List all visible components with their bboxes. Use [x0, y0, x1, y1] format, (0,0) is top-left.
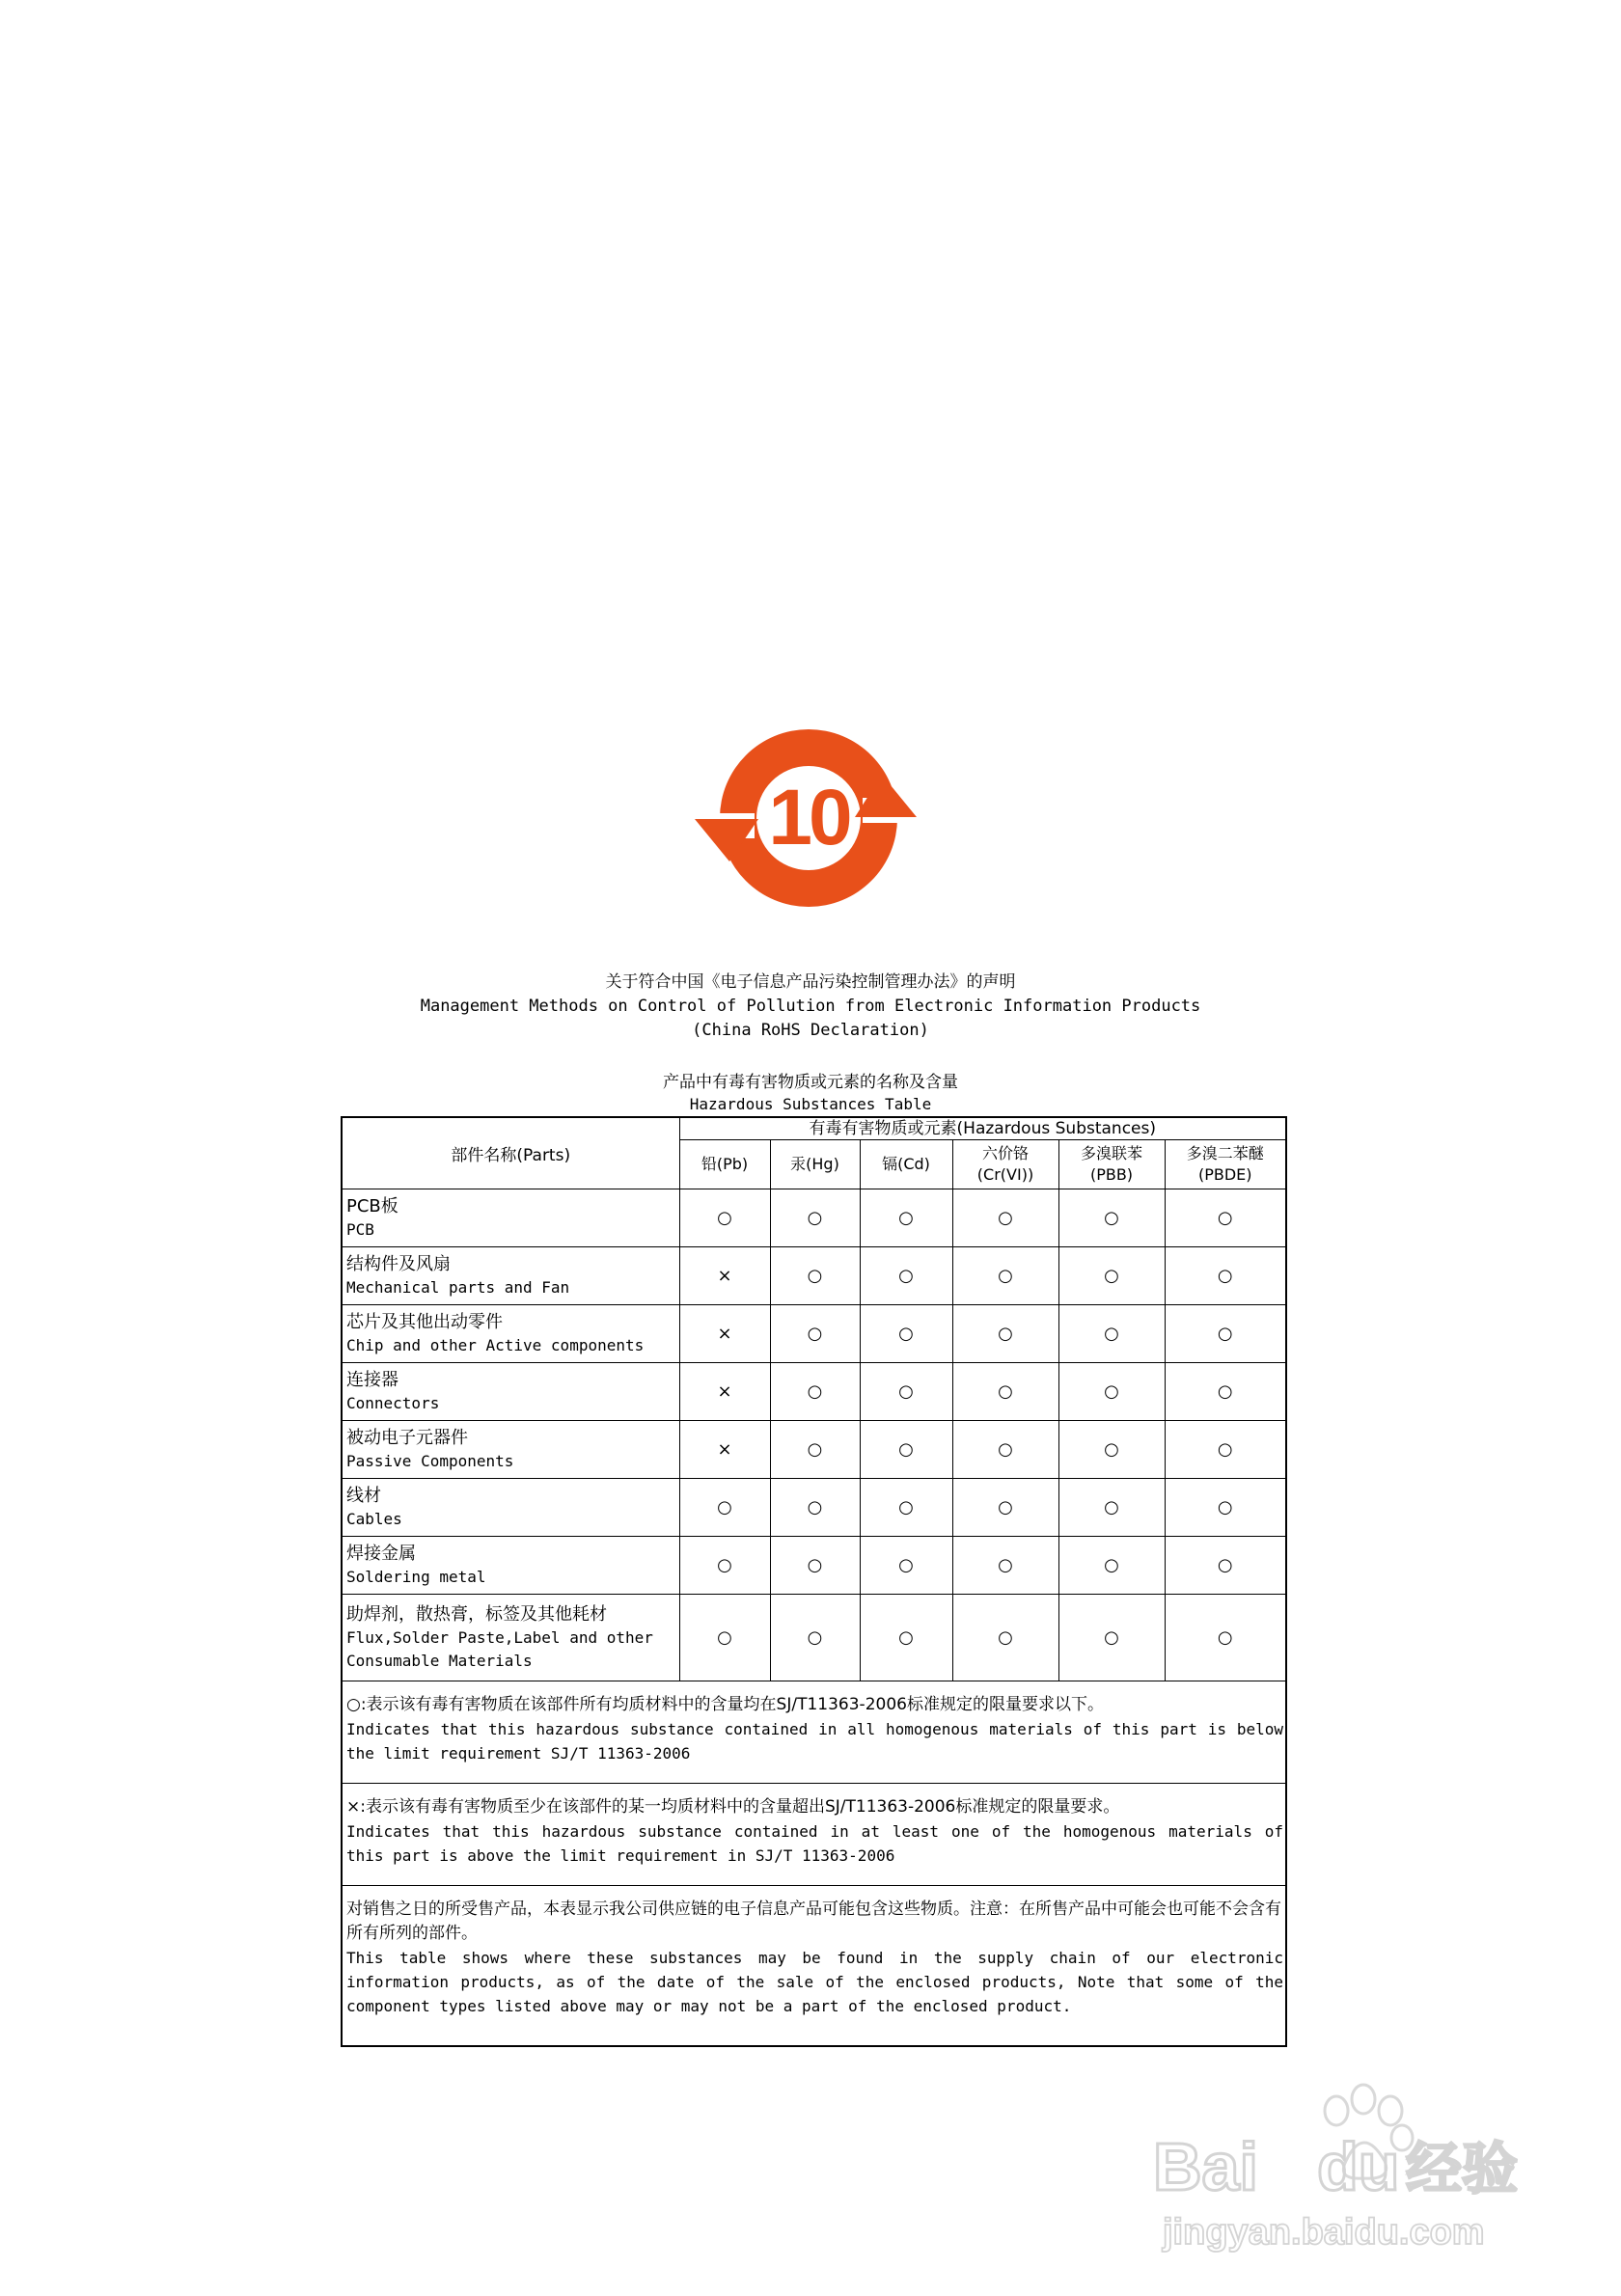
part-cell: 被动电子元器件 Passive Components	[342, 1421, 679, 1479]
declaration-title-cn: 关于符合中国《电子信息产品污染控制管理办法》的声明	[605, 972, 1016, 992]
mark-cell: ○	[1165, 1537, 1286, 1595]
watermark-brand-cn: 经验	[1406, 2136, 1519, 2201]
mark-cell: ○	[952, 1189, 1058, 1247]
baidu-jingyan-watermark	[1153, 2064, 1539, 2257]
part-cell: 结构件及风扇 Mechanical parts and Fan	[342, 1247, 679, 1305]
mark-cell: ○	[1058, 1479, 1165, 1537]
note-row	[342, 1886, 1286, 2046]
mark-cell: ○	[1165, 1305, 1286, 1363]
mark-cell: ○	[952, 1537, 1058, 1595]
mark-cell: ○	[1165, 1421, 1286, 1479]
mark-cell: ○	[952, 1595, 1058, 1681]
declaration-subtitle: (China RoHS Declaration)	[692, 1021, 929, 1040]
mark-cell: ○	[952, 1421, 1058, 1479]
table-row	[342, 1305, 1286, 1363]
mark-cell: ○	[770, 1305, 860, 1363]
mark-cell: ○	[860, 1595, 952, 1681]
efup-10-logo	[693, 717, 917, 919]
mark-cell: ○	[860, 1421, 952, 1479]
mark-cell: ○	[679, 1537, 770, 1595]
part-cell: 连接器 Connectors	[342, 1363, 679, 1421]
mark-cell: ○	[860, 1479, 952, 1537]
mark-cell: ○	[1058, 1305, 1165, 1363]
mark-cell: ×	[679, 1247, 770, 1305]
mark-cell: ×	[679, 1305, 770, 1363]
watermark-url: jingyan.baidu.com	[1163, 2212, 1485, 2253]
mark-cell: ○	[770, 1595, 860, 1681]
mark-cell: ○	[770, 1479, 860, 1537]
mark-cell: ○	[679, 1479, 770, 1537]
substances-group-header: 有毒有害物质或元素(Hazardous Substances)	[679, 1117, 1286, 1140]
table-row	[342, 1189, 1286, 1247]
table-row	[342, 1247, 1286, 1305]
substance-header-pbde: 多溴二苯醚 (PBDE)	[1165, 1140, 1286, 1189]
table-row	[342, 1479, 1286, 1537]
substance-header-cr6: 六价铬 (Cr(VI))	[952, 1140, 1058, 1189]
table-title-en: Hazardous Substances Table	[689, 1095, 932, 1113]
substance-header-pbb: 多溴联苯 (PBB)	[1058, 1140, 1165, 1189]
mark-cell: ○	[1165, 1189, 1286, 1247]
table-row	[342, 1363, 1286, 1421]
note-exceeds: ×:表示该有毒有害物质至少在该部件的某一均质材料中的含量超出SJ/T11363-2006标准规定的限量要求。 Indicates that this hazardous substance contained in at least one of the homogenous materials of this part is above the limit requirement in SJ/T 11363-2006	[342, 1784, 1286, 1886]
mark-cell: ○	[1058, 1595, 1165, 1681]
part-cell: 芯片及其他出动零件 Chip and other Active components	[342, 1305, 679, 1363]
substance-header-pb: 铅(Pb)	[679, 1140, 770, 1189]
mark-cell: ○	[1165, 1595, 1286, 1681]
mark-cell: ○	[770, 1421, 860, 1479]
mark-cell: ×	[679, 1363, 770, 1421]
mark-cell: ○	[1058, 1363, 1165, 1421]
mark-cell: ○	[679, 1595, 770, 1681]
mark-cell: ○	[679, 1189, 770, 1247]
watermark-brand-du: du	[1317, 2129, 1400, 2204]
note-row	[342, 1681, 1286, 1784]
watermark-brand: Bai	[1153, 2129, 1258, 2204]
part-cell: 助焊剂，散热膏，标签及其他耗材 Flux,Solder Paste,Label and other Consumable Materials	[342, 1595, 679, 1681]
mark-cell: ○	[860, 1305, 952, 1363]
hazardous-substances-table	[341, 1116, 1287, 2047]
mark-cell: ○	[770, 1247, 860, 1305]
part-cell: 焊接金属 Soldering metal	[342, 1537, 679, 1595]
substance-header-cd: 镉(Cd)	[860, 1140, 952, 1189]
mark-cell: ○	[1165, 1479, 1286, 1537]
mark-cell: ○	[952, 1479, 1058, 1537]
mark-cell: ○	[1058, 1421, 1165, 1479]
mark-cell: ○	[860, 1363, 952, 1421]
mark-cell: ○	[1165, 1363, 1286, 1421]
mark-cell: ○	[770, 1537, 860, 1595]
note-supply-chain: 对销售之日的所受售产品，本表显示我公司供应链的电子信息产品可能包含这些物质。注意：在所售产品中可能会也可能不会含有所有所列的部件。 This table shows where these substances may be found in the supply chain of our electronic information products, as of the date of the sale of the enclosed products, Note that some of the component types listed above may or may not be a part of the enclosed product.	[342, 1886, 1286, 2046]
declaration-title-en: Management Methods on Control of Pollution from Electronic Information Products	[420, 997, 1201, 1016]
table-row	[342, 1595, 1286, 1681]
mark-cell: ○	[1058, 1189, 1165, 1247]
mark-cell: ○	[770, 1363, 860, 1421]
mark-cell: ○	[770, 1189, 860, 1247]
mark-cell: ○	[860, 1247, 952, 1305]
substance-header-hg: 汞(Hg)	[770, 1140, 860, 1189]
mark-cell: ○	[1058, 1537, 1165, 1595]
logo-number: 10	[768, 774, 849, 861]
table-title-cn: 产品中有毒有害物质或元素的名称及含量	[663, 1073, 958, 1092]
part-cell: PCB板 PCB	[342, 1189, 679, 1247]
mark-cell: ○	[952, 1247, 1058, 1305]
mark-cell: ○	[1165, 1247, 1286, 1305]
part-cell: 线材 Cables	[342, 1479, 679, 1537]
table-row	[342, 1537, 1286, 1595]
mark-cell: ○	[952, 1363, 1058, 1421]
mark-cell: ×	[679, 1421, 770, 1479]
mark-cell: ○	[860, 1537, 952, 1595]
mark-cell: ○	[952, 1305, 1058, 1363]
note-compliant: ○:表示该有毒有害物质在该部件所有均质材料中的含量均在SJ/T11363-2006标准规定的限量要求以下。 Indicates that this hazardous substance contained in all homogenous materials of this part is below the limit requirement SJ/T 11363-2006	[342, 1681, 1286, 1784]
note-row	[342, 1784, 1286, 1886]
table-row	[342, 1421, 1286, 1479]
mark-cell: ○	[1058, 1247, 1165, 1305]
parts-header: 部件名称(Parts)	[342, 1117, 679, 1189]
mark-cell: ○	[860, 1189, 952, 1247]
